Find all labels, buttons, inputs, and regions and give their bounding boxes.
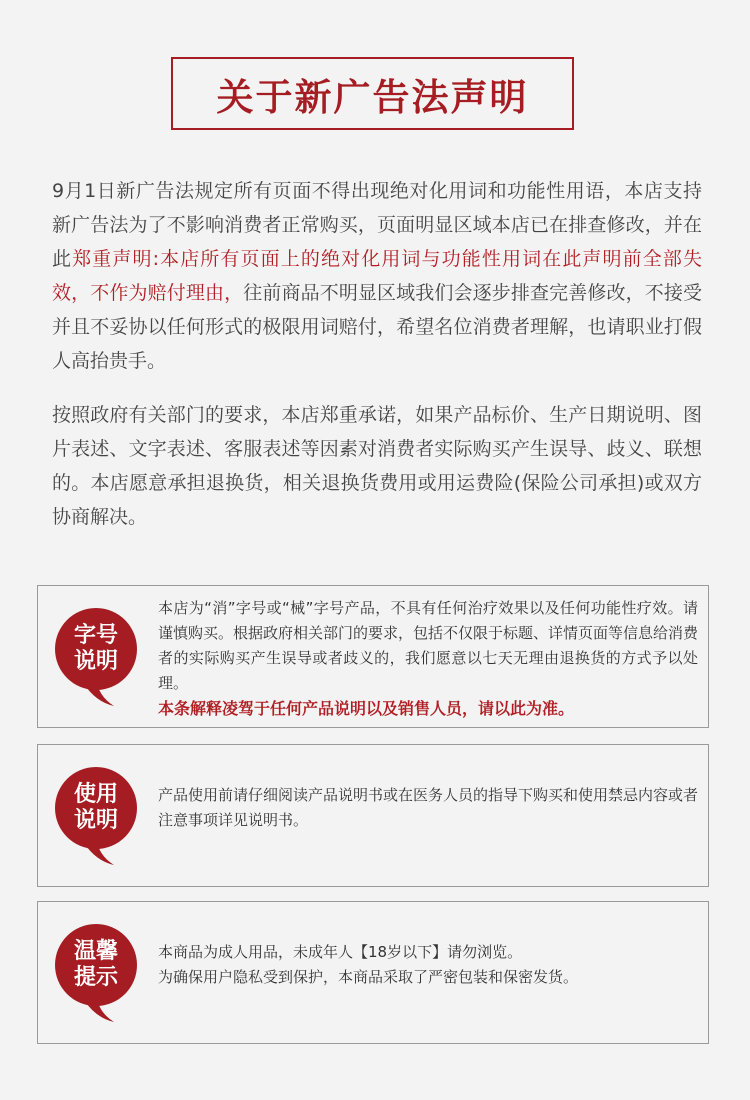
card-text-line-1: 本商品为成人用品，未成年人【18岁以下】请勿浏览。 <box>158 943 523 961</box>
card-body-text: 本店为“消”字号或“械”字号产品，不具有任何治疗效果以及任何功能性疗效。请谨慎购买。根据政府相关部门的要求，包括不仅限于标题、详情页面等信息给消费者的实际购买产生误导或者歧义的，我们愿意以七天无理由退换货的方式予以处理。 <box>158 599 699 692</box>
card-text-line-2: 为确保用户隐私受到保护，本商品采取了严密包装和保密发货。 <box>158 968 579 986</box>
badge-line-1: 温馨 <box>73 939 118 964</box>
statement-highlight: 郑重声明:本店所有页面上的绝对化用词与功能性用词在此声明前全部失效，不作为赔付理由， <box>52 248 702 304</box>
badge-line-2: 提示 <box>73 965 118 990</box>
page-title: 关于新广告法声明 <box>216 75 529 119</box>
statement-text-b: 往前商品不明显区域我们会逐步排查完善修改，不接受并且不妥协以任何形式的极限用词赔付，希望名位消费者理解，也请职业打假人高抬贵手。 <box>52 282 702 372</box>
badge-line-2: 说明 <box>73 649 118 674</box>
card-text: 产品使用前请仔细阅读产品说明书或在医务人员的指导下购买和使用禁忌内容或者注意事项详见说明书。 <box>158 786 699 829</box>
statement-text-a: 9月1日新广告法规定所有页面不得出现绝对化用词和功能性用语，本店支持新广告法为了不影响消费者正常购买，页面明显区域本店已在排查修改，并在此 <box>52 180 702 270</box>
badge-line-1: 使用 <box>73 782 118 807</box>
statement-paragraph-2: 按照政府有关部门的要求，本店郑重承诺，如果产品标价、生产日期说明、图片表述、文字表述、客服表述等因素对消费者实际购买产生误导、歧义、联想的。本店愿意承担退换货，相关退换货费用或用运费险(保险公司承担)或双方协商解决。 <box>52 404 702 528</box>
card-text <box>158 940 698 990</box>
speech-bubble-icon <box>50 924 142 1016</box>
title-box <box>171 57 574 130</box>
card-trademark-notice <box>37 585 709 728</box>
speech-bubble-icon <box>50 608 142 700</box>
speech-bubble-icon <box>50 767 142 859</box>
card-warm-tip <box>37 901 709 1044</box>
badge-line-1: 字号 <box>73 623 118 648</box>
card-note: 本条解释凌驾于任何产品说明以及销售人员，请以此为准。 <box>158 699 575 718</box>
card-text <box>158 596 698 721</box>
statement-paragraph-1 <box>52 174 702 378</box>
badge-line-2: 说明 <box>73 808 118 833</box>
card-usage-notice <box>37 744 709 887</box>
